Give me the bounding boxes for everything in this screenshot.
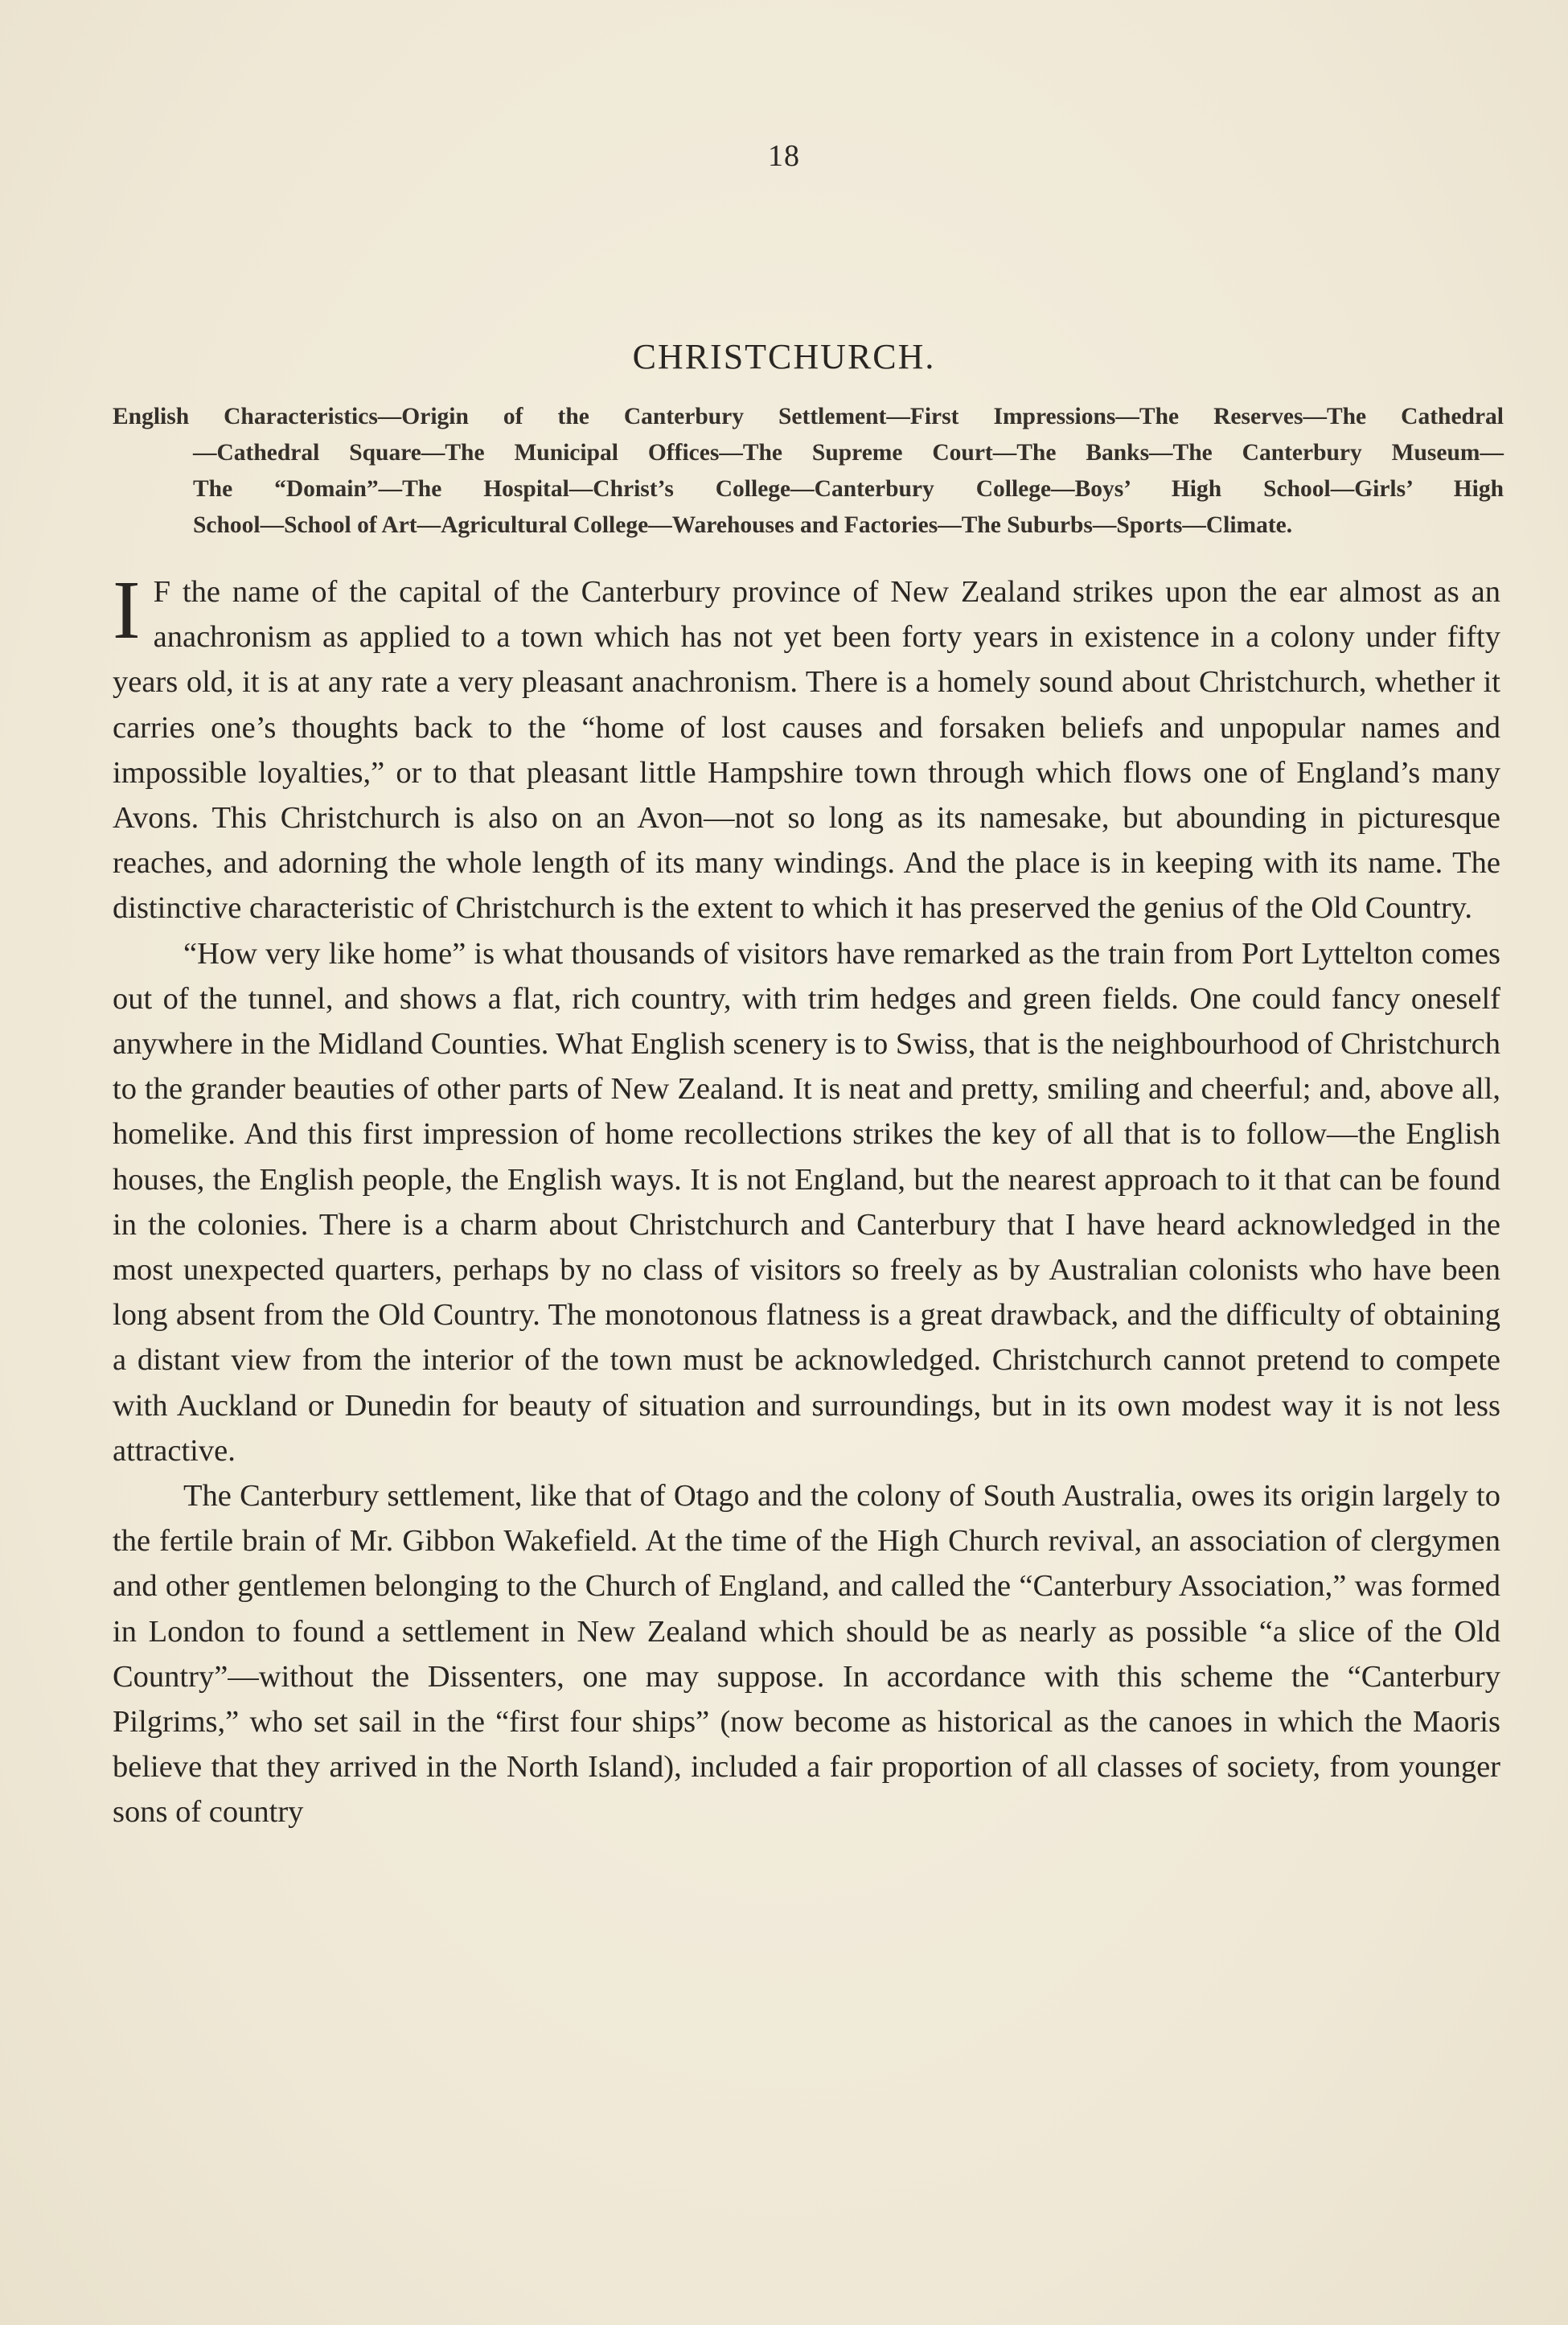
synopsis-line: —Cathedral Square—The Municipal Offices—The Supreme Court—The Banks—The Canterbury Museum— <box>193 440 1504 466</box>
paragraph-2: “How very like home” is what thousands of visitors have remarked as the train from Port Lyttelton comes out of the tunnel, and shows a flat, rich country, with trim hedges and green fields. One could fancy oneself anywhere in the Midland Counties. What English scenery is to Swiss, that is the neighbourhood of Christchurch to the grander beauties of other parts of New Zealand. It is neat and pretty, smiling and cheerful; and, above all, homelike. And this first impression of home recollections strikes the key of all that is to follow—the English houses, the English people, the English ways. It is not England, but the nearest approach to it that can be found in the colonies. There is a charm about Christchurch and Canterbury that I have heard acknowledged in the most unexpected quarters, perhaps by no class of visitors so freely as by Australian colonists who have been long absent from the Old Country. The monotonous flatness is a great drawback, and the difficulty of obtaining a distant view from the interior of the town must be acknowledged. Christchurch cannot pretend to compete with Auckland or Dunedin for beauty of situation and surroundings, but in its own modest way it is not less attractive. <box>113 936 1500 1468</box>
chapter-title: CHRISTCHURCH. <box>632 337 936 376</box>
paragraph-1 <box>113 564 1500 931</box>
synopsis-line: English Characteristics—Origin of the Canterbury Settlement—First Impressions—The Reserves—The Cathedral <box>113 404 1504 429</box>
synopsis-line: The “Domain”—The Hospital—Christ’s College—Canterbury College—Boys’ High School—Girls’ High <box>193 476 1504 502</box>
drop-cap: I <box>113 564 141 656</box>
page-number: 18 <box>768 139 800 173</box>
chapter-synopsis <box>113 399 1504 544</box>
paragraph-3: The Canterbury settlement, like that of Otago and the colony of South Australia, owes its origin largely to the fertile brain of Mr. Gibbon Wakefield. At the time of the High Church revival, an association of clergymen and other gentlemen belonging to the Church of England, and called the “Canterbury Association,” was formed in London to found a settlement in New Zealand which should be as nearly as possible “a slice of the Old Country”—without the Dissenters, one may suppose. In accordance with this scheme the “Canterbury Pilgrims,” who set sail in the “first four ships” (now become as historical as the canoes in which the Maoris believe that they arrived in the North Island), included a fair proportion of all classes of society, from younger sons of country <box>113 1479 1500 1830</box>
paragraph-1-text: F the name of the capital of the Canterbury province of New Zealand strikes upon the ear almost as an anachronism as applied to a town which has not yet been forty years in existence in a colony under fifty years old, it is at any rate a very pleasant anachronism. There is a homely sound about Christchurch, whether it carries one’s thoughts back to the “home of lost causes and forsaken beliefs and unpopular names and impossible loyalties,” or to that pleasant little Hampshire town through which flows one of England’s many Avons. This Christchurch is also on an Avon—not so long as its namesake, but abounding in picturesque reaches, and adorning the whole length of its many windings. And the place is in keeping with its name. The distinctive characteristic of Christchurch is the extent to which it has preserved the genius of the Old Country. <box>113 575 1500 926</box>
body-text <box>113 564 1500 1835</box>
synopsis-line: School—School of Art—Agricultural College—Warehouses and Factories—The Suburbs—Sports—Climate. <box>193 512 1293 538</box>
